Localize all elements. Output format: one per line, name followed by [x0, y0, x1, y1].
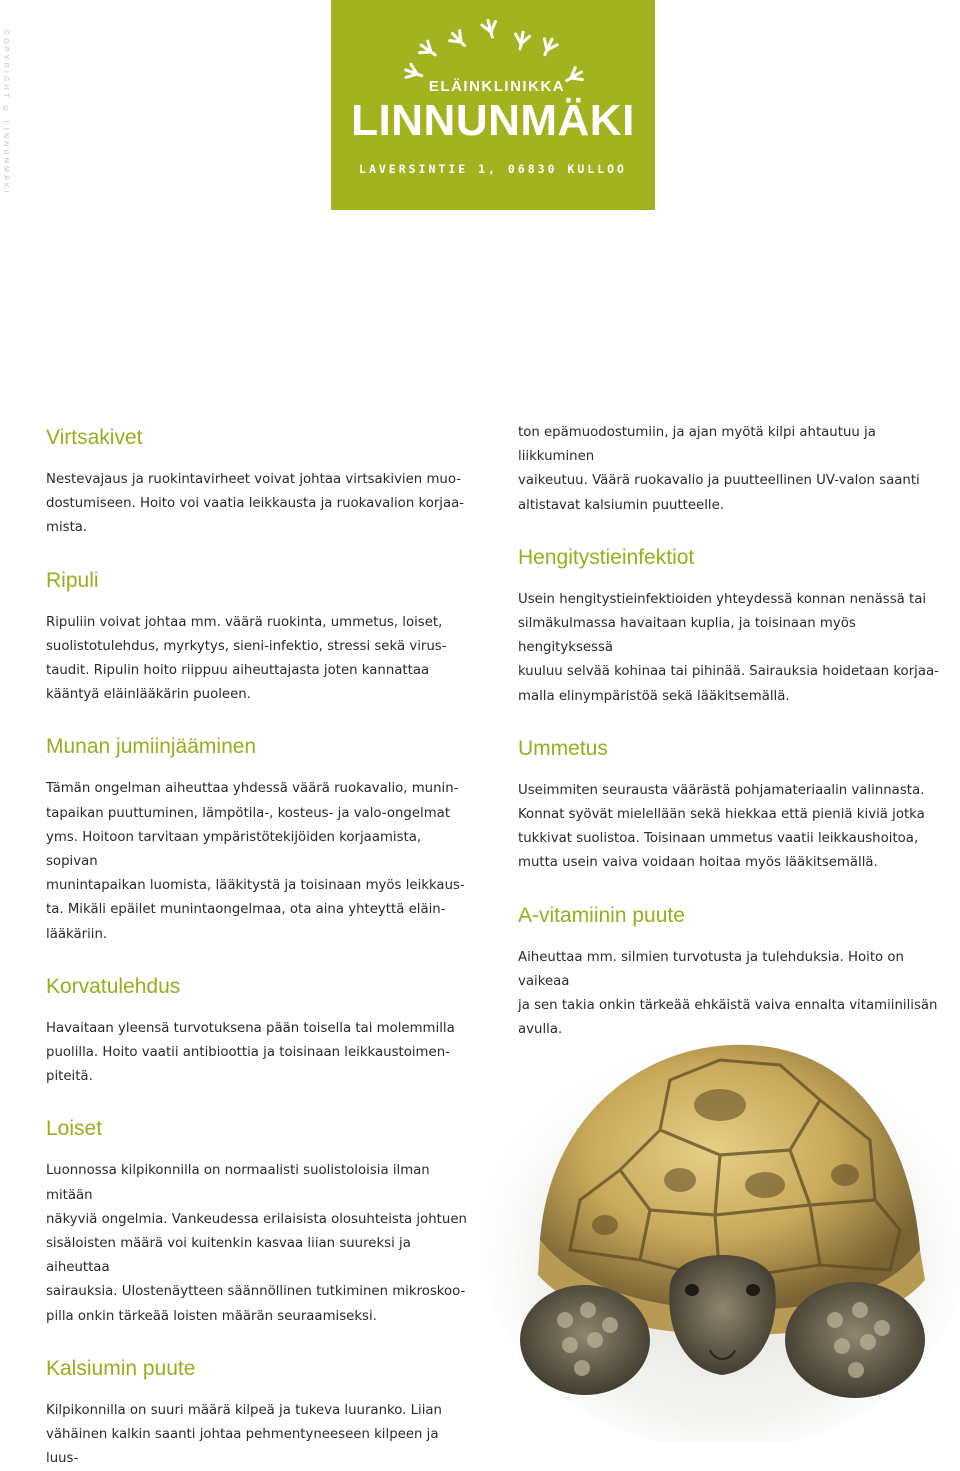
section-loiset [46, 1115, 471, 1328]
right-column [518, 421, 945, 1042]
text-line: kääntyä eläinlääkärin puoleen. [46, 687, 251, 703]
section-virtsakivet [46, 424, 471, 541]
section-body [46, 1159, 471, 1328]
text-line: malla elinympäristöä sekä lääkitsemällä. [518, 688, 790, 704]
text-line: Kilpikonnilla on suuri määrä kilpeä ja tukeva luuranko. Liian [46, 1402, 442, 1418]
text-line: dostumiseen. Hoito voi vaatia leikkausta ja ruokavalion korjaa- [46, 496, 465, 512]
section-heading: Munan jumiinjääminen [46, 735, 257, 759]
text-line: sisäloisten määrä voi kuitenkin kasvaa liian suureksi ja aiheuttaa [46, 1236, 411, 1276]
section-body [46, 777, 471, 946]
text-line: kuuluu selvää kohinaa tai pihinää. Sairauksia hoidetaan korjaa- [518, 664, 939, 680]
text-line: vaikeutuu. Väärä ruokavalio ja puutteellinen UV-valon saanti [518, 473, 920, 489]
text-line: suolistotulehdus, myrkytys, sieni-infektio, stressi sekä virus- [46, 638, 447, 654]
text-line: Konnat syövät mielellään sekä hiekkaa että pieniä kiviä jotka [518, 807, 925, 823]
text-line: Nestevajaus ja ruokintavirheet voivat johtaa virtsakivien muo- [46, 472, 462, 487]
section-heading: A-vitamiinin puute [518, 903, 685, 927]
text-line: Aiheuttaa mm. silmien turvotusta ja tulehduksia. Hoito on vaikeaa [518, 949, 904, 989]
text-line: tapaikan puuttuminen, lämpötila-, kosteus- ja valo-ongelmat [46, 805, 451, 821]
section-heading: Hengitystieinfektiot [518, 545, 695, 569]
text-line: yms. Hoitoon tarvitaan ympäristötekijöiden korjaamista, sopivan [46, 829, 422, 870]
text-line: ton epämuodostumiin, ja ajan myötä kilpi ahtautuu ja liikkuminen [518, 425, 876, 465]
text-line: ja sen takia onkin tärkeää ehkäistä vaiva ennalta vitamiinilisän [518, 998, 938, 1014]
text-line: munintapaikan luomista, lääkitystä ja toisinaan myös leikkaus- [46, 878, 465, 894]
section-heading: Korvatulehdus [46, 974, 181, 998]
logo-subtitle: ELÄINKLINIKKA [428, 78, 566, 95]
tortoise-eye-left [685, 1284, 699, 1296]
front-right-leg [785, 1282, 925, 1398]
text-line: mista. [46, 520, 88, 536]
text-line: silmäkulmassa havaitaan kuplia, ja toisinaan myös hengityksessä [518, 616, 856, 656]
text-line: avulla. [518, 1022, 563, 1038]
text-line: Ripuliin voivat johtaa mm. väärä ruokinta, ummetus, loiset, [46, 614, 443, 630]
section-ripuli [46, 567, 471, 708]
front-left-leg [520, 1285, 650, 1395]
tortoise-photo [470, 990, 960, 1442]
tortoise-eye-right [746, 1284, 760, 1296]
section-body [518, 588, 945, 709]
text-line: Tämän ongelman aiheuttaa yhdessä väärä ruokavalio, munin- [46, 781, 459, 797]
section-kalsiumin-puute [46, 1355, 471, 1471]
section-munan-jumiinjaaminen [46, 733, 471, 946]
text-line: tukkivat suolistoa. Toisinaan ummetus vaatii leikkaushoitoa, [518, 831, 919, 847]
text-line: näkyviä ongelmia. Vankeudessa erilaisista olosuhteista johtuen [46, 1211, 467, 1227]
section-heading: Virtsakivet [46, 426, 143, 449]
section-heading: Ummetus [518, 736, 608, 760]
section-body [518, 779, 945, 876]
section-body [46, 468, 471, 541]
text-line: vähäinen kalkin saanti johtaa pehmentyneeseen kilpeen ja luus- [46, 1427, 439, 1467]
copyright-text: COPYRIGHT © LINNUNMÄKI [2, 30, 9, 196]
clinic-logo [331, 0, 655, 210]
text-line: Havaitaan yleensä turvotuksena pään toisella tai molemmilla [46, 1020, 455, 1036]
section-heading: Ripuli [46, 568, 99, 592]
section-heading: Kalsiumin puute [46, 1356, 196, 1380]
logo-address: LAVERSINTIE 1, 06830 KULLOO [359, 162, 627, 176]
section-hengitystieinfektiot [518, 544, 945, 709]
bird-footprints-icon [331, 0, 655, 90]
section-ummetus [518, 735, 945, 876]
text-line: Luonnossa kilpikonnilla on normaalisti suolistoloisia ilman mitään [46, 1163, 430, 1203]
text-line: ta. Mikäli epäilet munintaongelmaa, ota aina yhteyttä eläin- [46, 902, 446, 918]
left-column [46, 424, 471, 1471]
text-line: Usein hengitystieinfektioiden yhteydessä konnan nenässä tai [518, 591, 927, 607]
section-body [46, 611, 471, 708]
text-line: lääkäriin. [46, 926, 108, 942]
logo-title: LINNUNMÄKI [351, 96, 635, 145]
text-line: piteitä. [46, 1069, 93, 1085]
text-line: mutta usein vaiva voidaan hoitaa myös lääkitsemällä. [518, 855, 878, 871]
section-heading: Loiset [46, 1117, 103, 1141]
text-line: sairauksia. Ulostenäytteen säännöllinen tutkiminen mikroskoo- [46, 1284, 466, 1300]
section-korvatulehdus [46, 973, 471, 1090]
text-line: pilla onkin tärkeää loisten määrän seuraamiseksi. [46, 1308, 377, 1324]
section-body [46, 1017, 471, 1090]
continuation-text [518, 421, 945, 518]
text-line: taudit. Ripulin hoito riippuu aiheuttajasta joten kannattaa [46, 663, 430, 679]
section-body [46, 1399, 471, 1471]
text-line: puolilla. Hoito vaatii antibioottia ja toisinaan leikkaustoimen- [46, 1045, 450, 1061]
text-line: altistavat kalsiumin puutteelle. [518, 497, 725, 513]
text-line: Useimmiten seurausta väärästä pohjamateriaalin valinnasta. [518, 782, 925, 798]
